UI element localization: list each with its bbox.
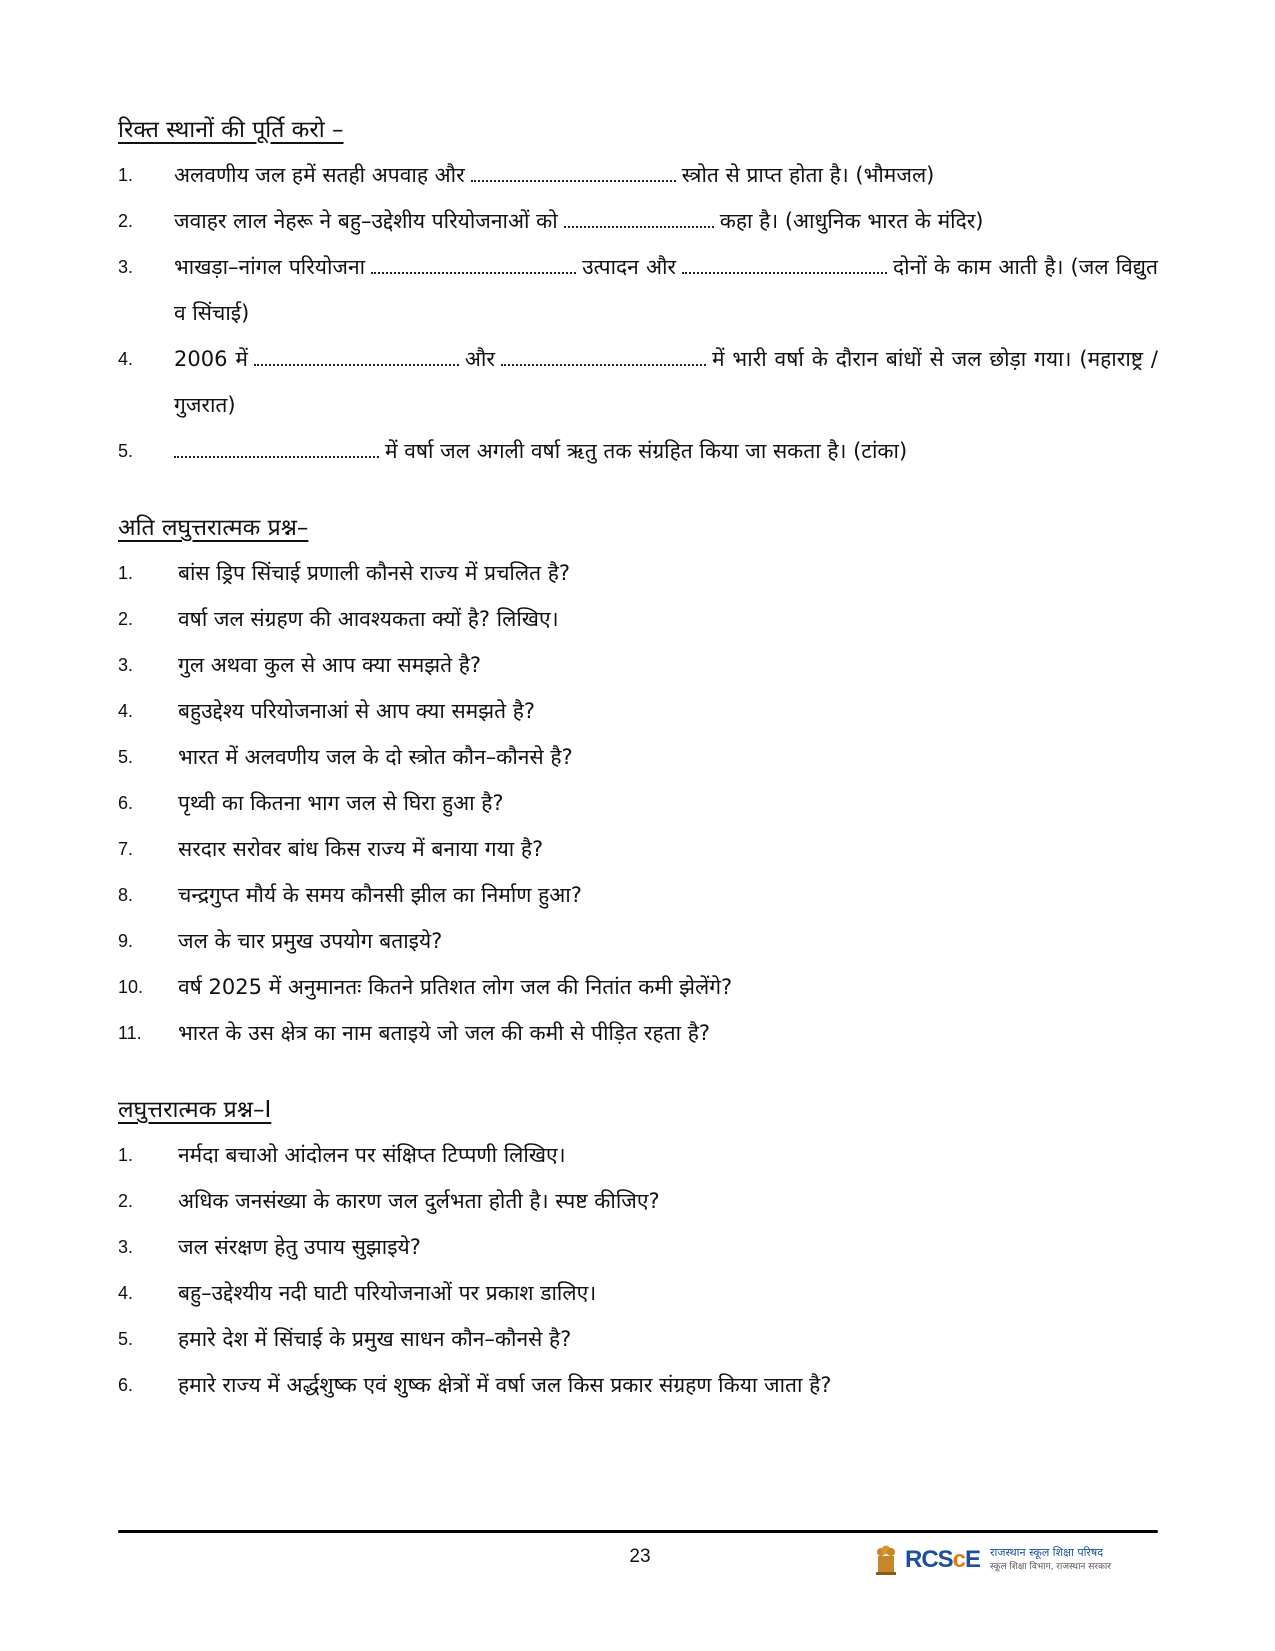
question-number: 1. [118, 563, 134, 583]
fill-in-blanks-heading: रिक्त स्थानों की पूर्ति करो – [118, 117, 344, 143]
list-item [118, 198, 1158, 244]
fill-in-blanks-section [118, 112, 1158, 474]
question-number: 8. [118, 885, 134, 905]
question-number: 1. [118, 1145, 134, 1165]
question-number: 6. [118, 793, 134, 813]
item-text: जवाहर लाल नेहरू ने बहु–उद्देशीय परियोजनाओं को कहा है। (आधुनिक भारत के मंदिर) [174, 198, 1158, 244]
question-item [118, 826, 1158, 872]
question-number: 9. [118, 931, 134, 951]
question-item [118, 596, 1158, 642]
question-number: 3. [118, 1237, 134, 1257]
list-item [118, 152, 1158, 198]
footer-divider [118, 1530, 1158, 1533]
very-short-question-list [118, 550, 1158, 1056]
question-text: बांस ड्रिप सिंचाई प्रणाली कौनसे राज्य में प्रचलित है? [178, 561, 571, 585]
short-answer-heading: लघुत्तरात्मक प्रश्न–I [118, 1097, 272, 1123]
question-number: 4. [118, 1283, 134, 1303]
blank-line [564, 206, 714, 228]
logo-title: राजस्थान स्कूल शिक्षा परिषद [990, 1546, 1104, 1559]
short-question-list [118, 1132, 1158, 1408]
question-item [118, 688, 1158, 734]
question-item [118, 872, 1158, 918]
blank-line [501, 344, 706, 366]
item-text: 2006 में और में भारी वर्षा के दौरान बांधों से जल छोड़ा गया। (महाराष्ट्र / गुजरात) [174, 336, 1158, 428]
question-item [118, 1362, 1158, 1408]
very-short-answer-section [118, 510, 1158, 1056]
question-text: भारत के उस क्षेत्र का नाम बताइये जो जल की कमी से पीड़ित रहता है? [178, 1021, 710, 1045]
blank-line [254, 344, 459, 366]
logo-wordmark: RCScE [905, 1546, 981, 1573]
question-text: हमारे देश में सिंचाई के प्रमुख साधन कौन–कौनसे है? [178, 1327, 572, 1351]
list-item [118, 336, 1158, 428]
blank-line [174, 436, 379, 458]
blank-line [471, 160, 676, 182]
question-text: भारत में अलवणीय जल के दो स्त्रोत कौन–कौनसे है? [178, 745, 573, 769]
item-number: 3. [118, 257, 134, 277]
item-number: 4. [118, 349, 134, 369]
question-text: सरदार सरोवर बांध किस राज्य में बनाया गया है? [178, 837, 544, 861]
question-number: 6. [118, 1375, 134, 1395]
question-number: 11. [118, 1023, 142, 1043]
question-text: पृथ्वी का कितना भाग जल से घिरा हुआ है? [178, 791, 504, 815]
blank-line [371, 252, 576, 274]
state-emblem-icon [873, 1542, 899, 1578]
item-text: में वर्षा जल अगली वर्षा ऋतु तक संग्रहित किया जा सकता है। (टांका) [174, 428, 1158, 474]
question-text: जल के चार प्रमुख उपयोग बताइये? [178, 929, 443, 953]
short-answer-section [118, 1092, 1158, 1408]
item-number: 2. [118, 211, 134, 231]
item-number: 5. [118, 441, 134, 461]
question-item [118, 1316, 1158, 1362]
question-number: 7. [118, 839, 134, 859]
question-item [118, 550, 1158, 596]
question-item [118, 1178, 1158, 1224]
question-text: चन्द्रगुप्त मौर्य के समय कौनसी झील का निर्माण हुआ? [178, 883, 582, 907]
list-item [118, 244, 1158, 336]
question-number: 5. [118, 747, 134, 767]
logo-subtitle: स्कूल शिक्षा विभाग, राजस्थान सरकार [990, 1562, 1111, 1572]
question-text: हमारे राज्य में अर्द्धशुष्क एवं शुष्क क्षेत्रों में वर्षा जल किस प्रकार संग्रहण किया जाता है? [178, 1373, 832, 1397]
rcsce-logo [873, 1540, 1158, 1580]
question-text: वर्षा जल संग्रहण की आवश्यकता क्यों है? लिखिए। [178, 607, 559, 631]
question-text: जल संरक्षण हेतु उपाय सुझाइये? [178, 1235, 421, 1259]
item-number: 1. [118, 165, 134, 185]
question-text: वर्ष 2025 में अनुमानतः कितने प्रतिशत लोग जल की नितांत कमी झेलेंगे? [178, 975, 733, 999]
list-item [118, 428, 1158, 474]
item-text: भाखड़ा–नांगल परियोजना उत्पादन और दोनों के काम आती है। (जल विद्युत व सिंचाई) [174, 244, 1158, 336]
question-item [118, 1224, 1158, 1270]
question-item [118, 780, 1158, 826]
question-text: अधिक जनसंख्या के कारण जल दुर्लभता होती है। स्पष्ट कीजिए? [178, 1189, 660, 1213]
question-item [118, 964, 1158, 1010]
question-number: 2. [118, 1191, 134, 1211]
question-text: बहु–उद्देश्यीय नदी घाटी परियोजनाओं पर प्रकाश डालिए। [178, 1281, 597, 1305]
question-item [118, 918, 1158, 964]
very-short-answer-heading: अति लघुत्तरात्मक प्रश्न– [118, 515, 309, 541]
question-number: 4. [118, 701, 134, 721]
question-number: 10. [118, 977, 144, 997]
blank-line [682, 252, 887, 274]
question-text: बहुउद्देश्य परियोजनाआं से आप क्या समझते है? [178, 699, 536, 723]
question-text: गुल अथवा कुल से आप क्या समझते है? [178, 653, 482, 677]
page-number: 23 [629, 1546, 651, 1567]
question-text: नर्मदा बचाओ आंदोलन पर संक्षिप्त टिप्पणी लिखिए। [178, 1143, 566, 1167]
question-number: 5. [118, 1329, 134, 1349]
question-number: 2. [118, 609, 134, 629]
worksheet-page [118, 112, 1158, 1444]
question-item [118, 1270, 1158, 1316]
question-item [118, 1010, 1158, 1056]
question-number: 3. [118, 655, 134, 675]
question-item [118, 734, 1158, 780]
logo-caption [990, 1546, 1111, 1574]
question-item [118, 1132, 1158, 1178]
item-text: अलवणीय जल हमें सतही अपवाह और स्त्रोत से प्राप्त होता है। (भौमजल) [174, 152, 1158, 198]
question-item [118, 642, 1158, 688]
